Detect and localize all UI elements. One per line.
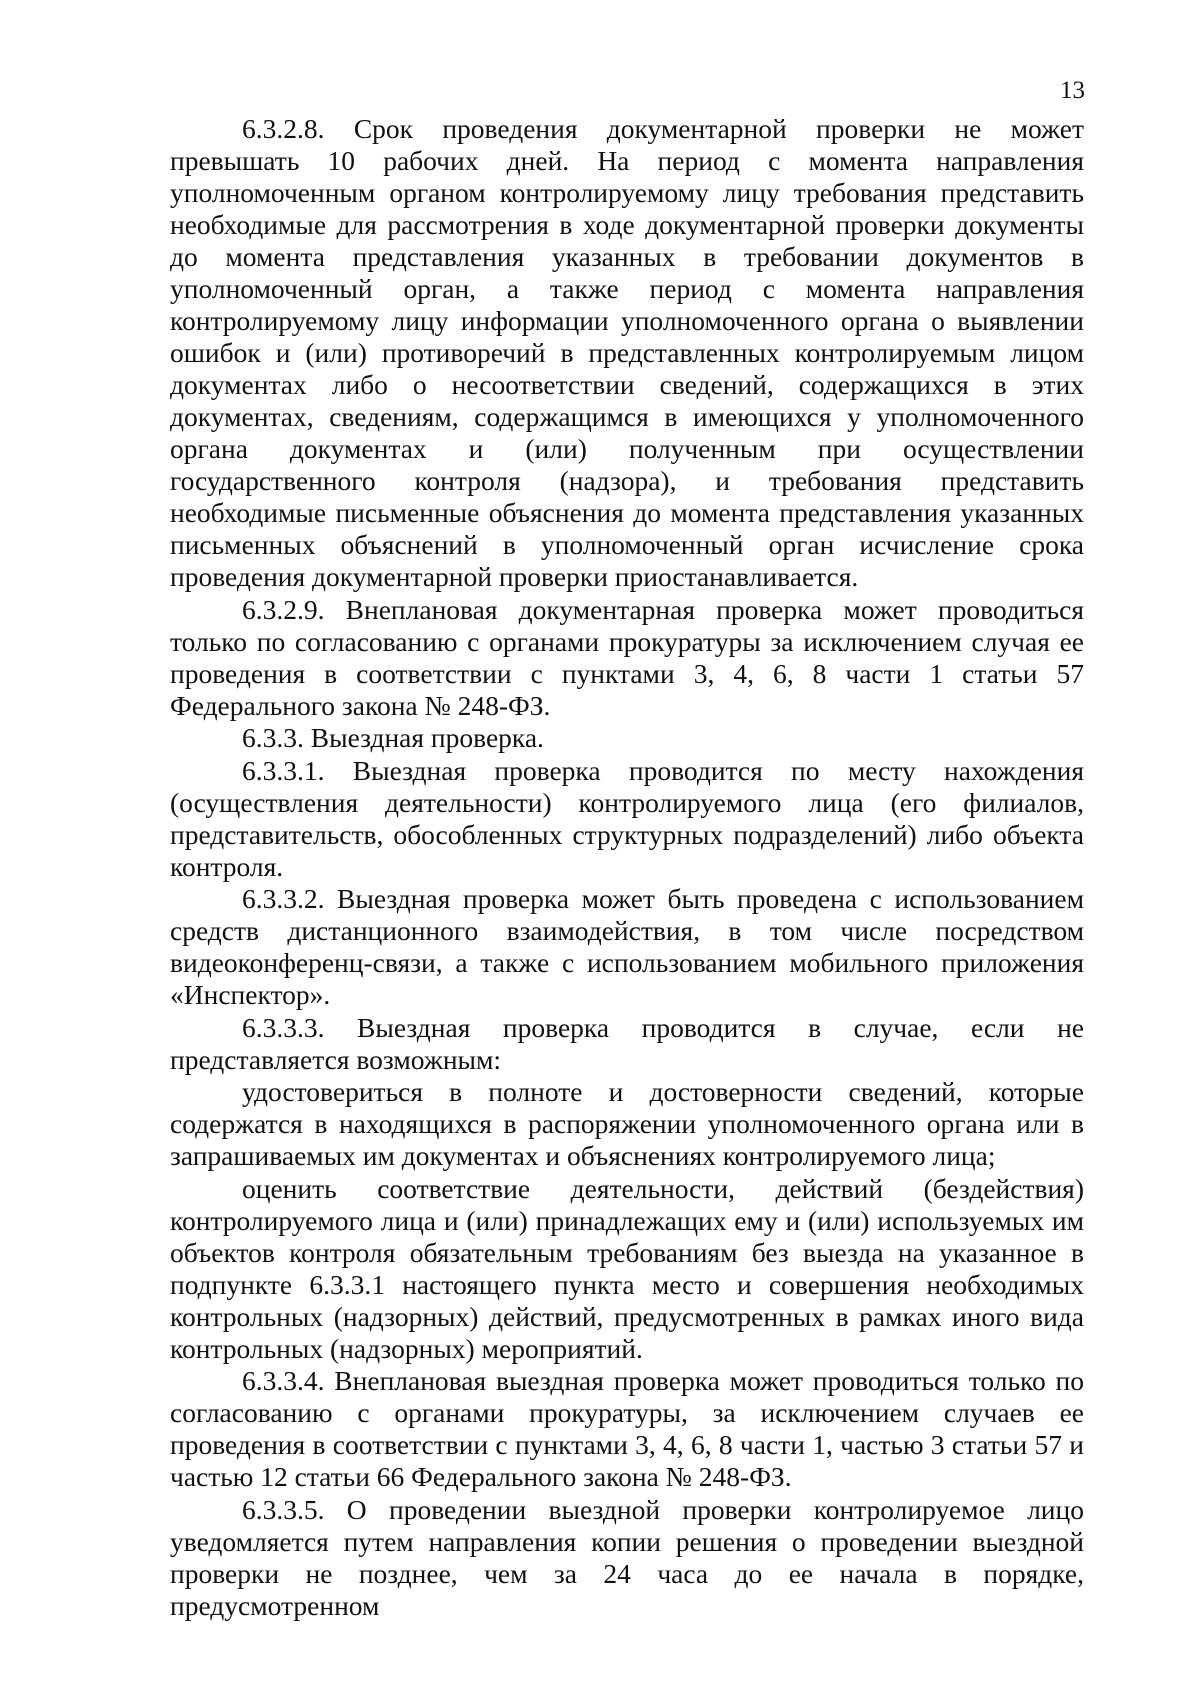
paragraph-list-item-1: удостовериться в полноте и достоверности сведений, которые содержатся в находящихся в распоряжении уполномоченного органа или в запрашиваемых им документах и объяснениях контролируемого лица; <box>170 1076 1084 1171</box>
paragraph-6-3-3-2: 6.3.3.2. Выездная проверка может быть проведена с использованием средств дистанционного взаимодействия, в том числе посредством видеоконференц-связи, а также с использованием мобильного приложения «Инспектор». <box>170 883 1084 1010</box>
paragraph-6-3-3: 6.3.3. Выездная проверка. <box>242 722 544 753</box>
paragraph-6-3-3-4: 6.3.3.4. Внеплановая выездная проверка может проводиться только по согласованию с органами прокуратуры, за исключением случаев ее проведения в соответствии с пунктами 3, 4, 6, 8 части 1, частью 3 статьи 57 и частью 12 статьи 66 Федерального закона № 248-ФЗ. <box>170 1365 1084 1492</box>
paragraph-6-3-3-3: 6.3.3.3. Выездная проверка проводится в случае, если не представляется возможным: <box>170 1011 1084 1075</box>
page-number: 13 <box>1060 77 1085 104</box>
document-body <box>170 113 1084 1622</box>
paragraph-6-3-2-8: 6.3.2.8. Срок проведения документарной проверки не может превышать 10 рабочих дней. На период с момента направления уполномоченным органом контролируемому лицу требования представить необходимые для рассмотрения в ходе документарной проверки документы до момента представления указанных в требовании документов в уполномоченный орган, а также период с момента направления контролируемому лицу информации уполномоченного органа о выявлении ошибок и (или) противоречий в представленных контролируемым лицом документах либо о несоответствии сведений, содержащихся в этих документах, сведениям, содержащимся в имеющихся у уполномоченного органа документах и (или) полученным при осуществлении государственного контроля (надзора), и требования представить необходимые письменные объяснения до момента представления указанных письменных объяснений в уполномоченный орган исчисление срока проведения документарной проверки приостанавливается. <box>170 113 1084 592</box>
paragraph-6-3-3-1: 6.3.3.1. Выездная проверка проводится по месту нахождения (осуществления деятельности) контролируемого лица (его филиалов, представительств, обособленных структурных подразделений) либо объекта контроля. <box>170 754 1084 882</box>
paragraph-6-3-2-9: 6.3.2.9. Внеплановая документарная проверка может проводиться только по согласованию с органами прокуратуры за исключением случая ее проведения в соответствии с пунктами 3, 4, 6, 8 части 1 статьи 57 Федерального закона № 248-ФЗ. <box>170 593 1084 721</box>
paragraph-list-item-2: оценить соответствие деятельности, действий (бездействия) контролируемого лица и (или) принадлежащих ему и (или) используемых им объектов контроля обязательным требованиям без выезда на указанное в подпункте 6.3.3.1 настоящего пункта место и совершения необходимых контрольных (надзорных) действий, предусмотренных в рамках иного вида контрольных (надзорных) мероприятий. <box>170 1172 1084 1364</box>
paragraph-6-3-3-5: 6.3.3.5. О проведении выездной проверки контролируемое лицо уведомляется путем направления копии решения о проведении выездной проверки не позднее, чем за 24 часа до ее начала в порядке, предусмотренном <box>170 1493 1084 1621</box>
